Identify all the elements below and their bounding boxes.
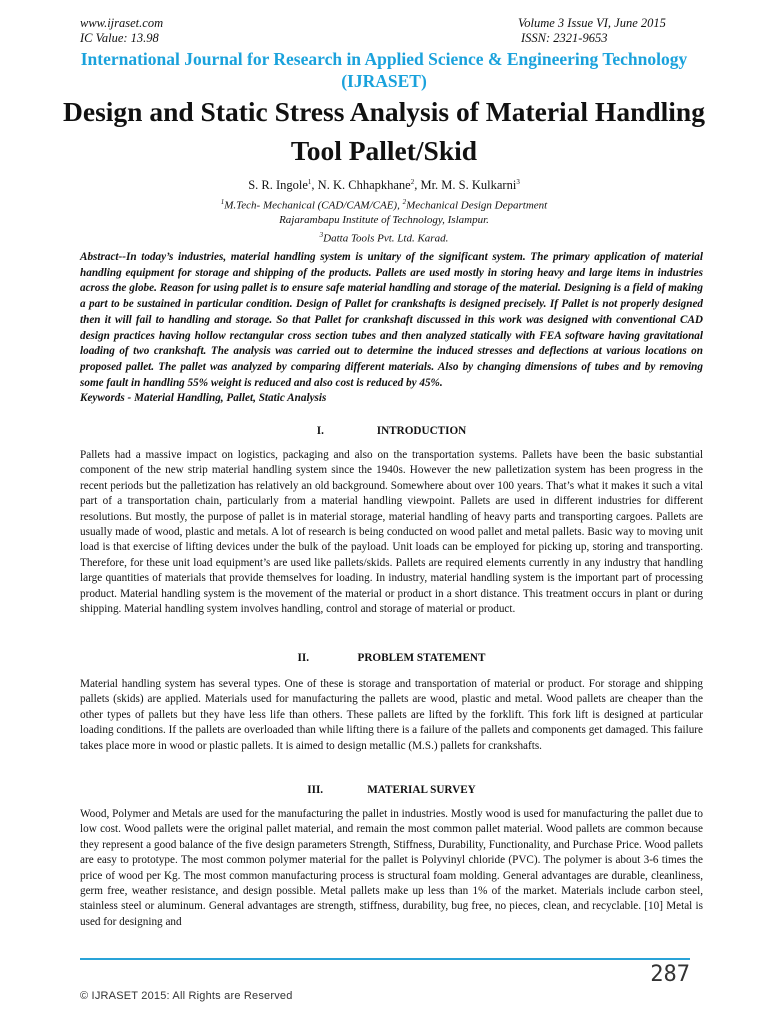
abstract-block	[80, 250, 703, 407]
author-1: S. R. Ingole	[248, 178, 308, 193]
affiliation-sup-1: 1	[220, 198, 225, 206]
page-number: 287	[650, 962, 690, 987]
section-title: MATERIAL SURVEY	[367, 784, 476, 796]
copyright-notice: © IJRASET 2015: All Rights are Reserved	[80, 990, 293, 1002]
affiliation-line-3	[40, 231, 728, 245]
affiliation-2: Mechanical Design Department	[406, 199, 548, 212]
affiliation-line-2: Rajarambapu Institute of Technology, Islampur.	[279, 214, 489, 226]
section-heading	[80, 784, 703, 796]
journal-name: International Journal for Research in Applied Science & Engineering Technology (IJRASET)	[80, 49, 688, 91]
author-list	[40, 178, 728, 193]
issn: ISSN: 2321-9653	[521, 31, 608, 45]
author-2-sup: 2	[410, 178, 415, 186]
volume-issue: Volume 3 Issue VI, June 2015	[518, 16, 666, 30]
section-title: PROBLEM STATEMENT	[357, 652, 486, 664]
section-number: II.	[297, 652, 310, 664]
section-body: Pallets had a massive impact on logistics, packaging and also on the transportation systems. Pallets have been the basic substantial component of the new strip material handling system since the 1940s. However the new palletization system has been progress in the recent periods but the palletization has relatively an old background. Somewhere about over 100 years. That’s what it makes it such a vital part of a transportation chain, particularly from a material handling viewpoint. Pallets are used in different industries for different resolutions. But mostly, the purpose of pallet is in material storage, material handling of heavy parts and transporting cargoes. Pallets are usually made of wood, plastic and metals. A lot of research is being conducted on wood pallet and metal pallets. Basic way to moving unit load is that exercise of lifting devices under the bulk of the payload. Unit loads can be employed for picking up, storing and transporting. Therefore, for these unit load equipment’s are used like pallets/skids. Pallets are required elements currently in any industry that handling large quantities of materials that provide themselves for loading. In industry, material handling system is the important part of processing product. Material handling system is the movement of the material or product in a short distance. This treatment occurs in plant or during shipping. Material handling system involves handling, control and storage of material or product.	[80, 449, 703, 616]
section-body: Material handling system has several types. One of these is storage and transportation of material or product. For storage and shipping pallets (skids) are applied. Materials used for manufacturing the pallets are wood, plastic and metal. Wood pallets are cheaper than the other types of pallets but they have less life than others. These pallets are lifted by the forklift. This fork lift is designed at particular loading conditions. If the pallets are overloaded than while lifting there is a failure of the pallets and components get damaged. This failure takes place more in wood or plastic pallets. It is aimed to design metallic (M.S.) pallets for crankshafts.	[80, 678, 703, 752]
section-number: I.	[316, 425, 324, 437]
abstract-text: Abstract--In today’s industries, material handling system is unitary of the significant system. The primary application of material handling equipment for storage and shipping of the products. Pallets are used mostly in storing heavy and large items in industries across the globe. Reason for using pallet is to ensure safe material handling and storage of the material. Designing is a field of making a part to be sustained in particular condition. Design of Pallet for crankshafts is designed precisely. If Pallet is not properly designed then it will fail to handling and storage. So that Pallet for crankshaft discussed in this work was designed with conventional CAD design practices having hollow rectangular cross section tubes and then analyzed statically with FEA software having gravitational loading of two crankshaft. The analysis was carried out to determine the induced stresses and deflections at various locations on proposed pallet. The pallet was analyzed by comparing different materials. Also by changing dimensions of tubes and by removing some fault in handling 55% weight is reduced and also cost is reduced by 45%.	[80, 251, 703, 389]
paper-title: Design and Static Stress Analysis of Material Handling Tool Pallet/Skid	[63, 96, 705, 166]
keywords: Keywords - Material Handling, Pallet, Static Analysis	[80, 392, 327, 405]
ic-value: IC Value: 13.98	[80, 31, 159, 45]
journal-website: www.ijraset.com	[80, 16, 164, 30]
author-2: , N. K. Chhapkhane	[311, 178, 411, 193]
section-number: III.	[307, 784, 324, 796]
footer-rule	[80, 958, 690, 960]
section-body: Wood, Polymer and Metals are used for the manufacturing the pallet in industries. Mostly wood is used for manufacturing the pallet due to low cost. Wood pallets were the original pallet material, and remain the most common pallet material. Wood pallets are common because they represent a good balance of the five design parameters Strength, Stiffness, Durability, Functionality, and Purchase Price. Wood pallets are easy to prototype. The most common polymer material for the pallet is Polyvinyl chloride (PVC). The polymer is about 3-6 times the price of wood per Kg. The most common manufacturing process is structural foam molding. General advantages are durable, cleanliness, germ free, weather resistance, and design possible. Metal pallets make up less than 1% of the market. Materials include carbon steel, stainless steel or aluminum. General advantages are strength, stiffness, durability, bug free, no pieces, clean, and recyclable. [10] Metal is used for designing and	[80, 808, 703, 928]
section-heading	[80, 425, 703, 437]
section-title: INTRODUCTION	[376, 425, 467, 437]
section-heading	[80, 652, 703, 664]
affiliation-line-1	[40, 198, 728, 212]
author-1-sup: 1	[307, 178, 312, 186]
affiliation-3: Datta Tools Pvt. Ltd. Karad.	[323, 232, 449, 245]
author-3: , Mr. M. S. Kulkarni	[414, 178, 517, 193]
affiliation-sup-3: 3	[319, 231, 324, 239]
affiliation-1: M.Tech- Mechanical (CAD/CAM/CAE),	[224, 199, 403, 212]
affiliation-sup-2: 2	[402, 198, 407, 206]
author-3-sup: 3	[516, 178, 520, 186]
